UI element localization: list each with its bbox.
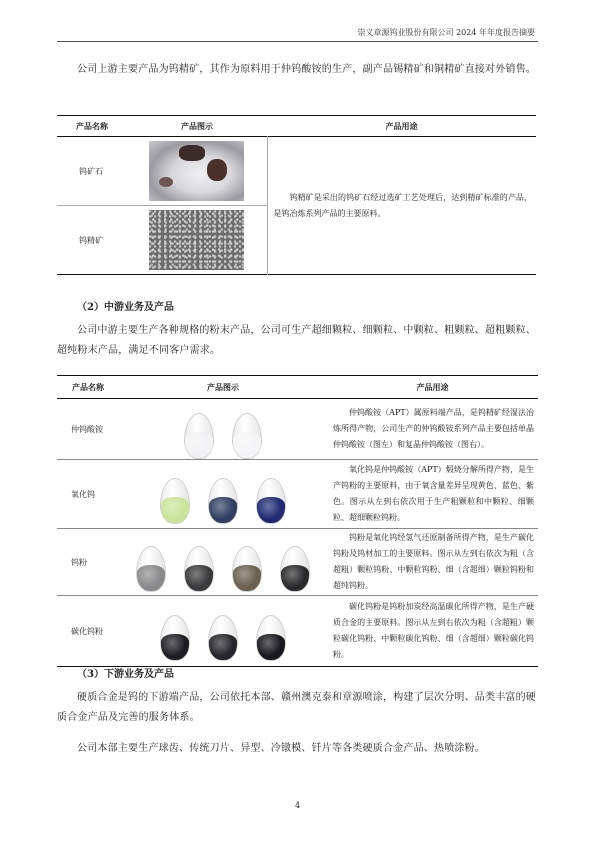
tungsten-ore-photo [149, 141, 244, 201]
product-image-cell [119, 460, 327, 529]
sample-flasks [119, 532, 327, 592]
midstream-paragraph: 公司中游主要生产各种规格的粉末产品，公司可生产超细颗粒、细颗粒、中颗粒、粗颗粒、超粗颗粒、超纯粉末产品，满足不同客户需求。 [57, 325, 536, 356]
table-row [57, 529, 538, 596]
sample-flask-icon [158, 478, 192, 524]
product-image-cell [127, 137, 267, 206]
product-image-cell [127, 206, 267, 275]
sample-flask-icon [206, 615, 240, 661]
col-header-usage: 产品用途 [385, 120, 418, 131]
product-name: 仲钨酸铵 [71, 424, 103, 434]
tungsten-concentrate-photo [149, 210, 244, 270]
sample-flask-icon [278, 546, 312, 592]
product-usage: 碳化钨粉是钨粉加炭经高温碳化所得产物，是生产硬质合金的主要原料。图示从左到右依次为粗（含超粗）颗粒碳化钨粉、中颗粒碳化钨粉、细（含超细）颗粒碳化钨粉。 [333, 602, 534, 659]
section-heading-midstream: （2）中游业务及产品 [77, 302, 174, 313]
sample-flask-icon [230, 546, 264, 592]
tungsten-concentrate-usage: 钨精矿是采出的钨矿石经过选矿工艺处理后，达到精矿标准的产品，是钨冶炼系列产品的主要原料。 [273, 192, 532, 218]
header-rule [57, 41, 538, 42]
col-header-name: 产品名称 [76, 120, 108, 131]
product-image-cell [119, 596, 327, 667]
col-header-usage: 产品用途 [416, 381, 449, 392]
upstream-products-table [57, 115, 536, 275]
sample-flasks [119, 601, 327, 661]
col-header-image: 产品图示 [207, 381, 239, 392]
table-row [57, 596, 538, 667]
section-heading-downstream: （3）下游业务及产品 [77, 669, 174, 680]
sample-flask-icon [206, 478, 240, 524]
table-row [57, 460, 538, 529]
sample-flask-icon [134, 546, 168, 592]
product-name: 碳化钨粉 [71, 626, 103, 636]
downstream-paragraph-2: 公司本部主要生产球齿、传统刀片、异型、冷镦模、钎片等各类硬质合金产品、热喷涂粉。 [77, 743, 485, 754]
product-name-tungsten-ore: 钨矿石 [79, 166, 103, 176]
product-image-cell [119, 529, 327, 596]
sample-flask-icon [182, 546, 216, 592]
product-usage: 氧化钨是仲钨酸铵（APT）煅烧分解所得产物，是生产钨粉的主要原料，由于氧含量差异呈现黄色、蓝色、紫色。图示从左到右依次用于生产粗颗粒和中颗粒、细颗粒、超细颗粒钨粉。 [333, 465, 534, 522]
table-header-row [57, 116, 536, 137]
sample-flask-icon [254, 478, 288, 524]
sample-flasks [119, 399, 327, 459]
product-name: 氧化钨 [71, 489, 95, 499]
table-header-row [57, 376, 538, 399]
product-name: 钨粉 [71, 557, 87, 567]
product-name-tungsten-concentrate: 钨精矿 [79, 235, 103, 245]
product-usage: 仲钨酸铵（APT）属原料端产品，是钨精矿经湿法冶炼所得产物，公司生产的仲钨酸铵系列产品主要包括单晶仲钨酸铵（图左）和复晶仲钨酸铵（图右）。 [333, 408, 534, 449]
intro-paragraph: 公司上游主要产品为钨精矿，其作为原料用于仲钨酸铵的生产，副产品锡精矿和铜精矿直接对外销售。 [77, 64, 536, 75]
sample-flask-icon [182, 413, 216, 459]
midstream-products-table [57, 375, 538, 667]
sample-flask-icon [230, 413, 264, 459]
col-header-image: 产品图示 [181, 120, 213, 131]
product-usage: 钨粉是氧化钨经氢气还原制备所得产物，是生产碳化钨粉及钨材加工的主要原料。图示从左到右依次为粗（含超粗）颗粒钨粉、中颗粒钨粉、细（含超细）颗粒钨粉和超纯钨粉。 [333, 533, 534, 590]
sample-flask-icon [254, 615, 288, 661]
col-header-name: 产品名称 [72, 381, 104, 392]
table-row [57, 137, 536, 206]
sample-flask-icon [158, 615, 192, 661]
downstream-paragraph-1: 硬质合金是钨的下游端产品，公司依托本部、赣州澳克泰和章源喷涂，构建了层次分明、品类丰富的硬质合金产品及完善的服务体系。 [57, 692, 536, 723]
table-row [57, 399, 538, 460]
page-number: 4 [294, 801, 301, 810]
product-image-cell [119, 399, 327, 460]
sample-flasks [119, 464, 327, 524]
running-header: 崇义章源钨业股份有限公司 2024 年年度报告摘要 [357, 28, 535, 37]
